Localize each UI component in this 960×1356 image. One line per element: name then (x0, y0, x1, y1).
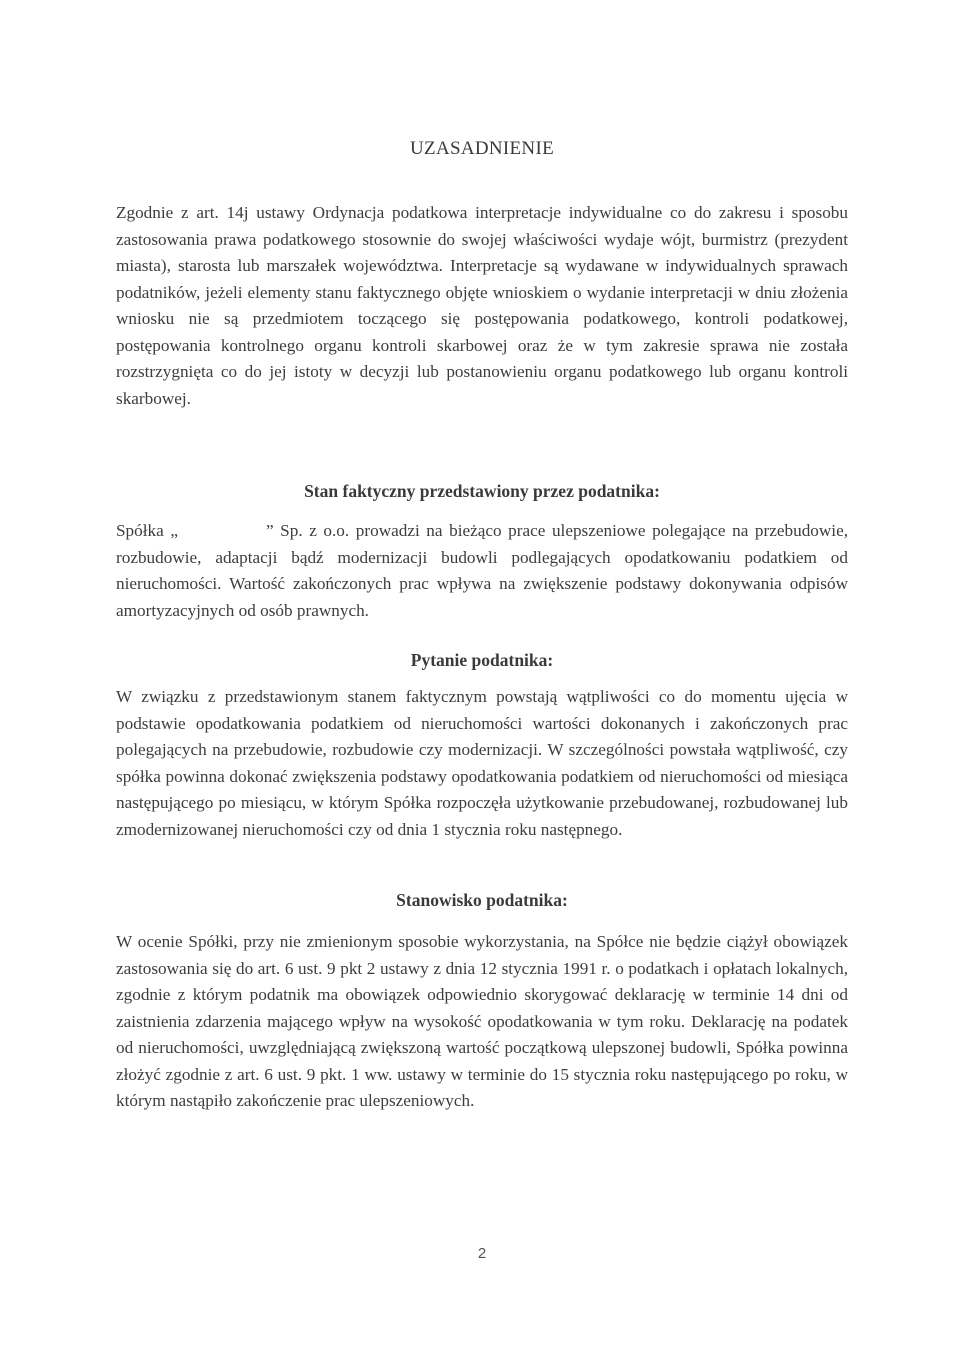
company-name-prefix: Spółka „ (116, 521, 178, 540)
question-paragraph: W związku z przedstawionym stanem faktycznym powstają wątpliwości co do momentu ujęcia w podstawie opodatkowania podatkiem od nieruchomości wartości dokonanych i zakończonych prac polegających na przebudowie, rozbudowie czy modernizacji. W szczególności powstała wątpliwość, czy spółka powinna dokonać zwiększenia podstawy opodatkowania podatkiem od nieruchomości od miesiąca następującego po miesiącu, w którym Spółka rozpoczęła użytkowanie przebudowanej, rozbudowanej lub zmodernizowanej nieruchomości czy od dnia 1 stycznia roku następnego. (116, 687, 848, 839)
facts-paragraph (116, 518, 848, 624)
question-heading: Pytanie podatnika: (410, 650, 554, 670)
facts-heading: Stan faktyczny przedstawiony przez podatnika: (304, 481, 660, 501)
position-heading: Stanowisko podatnika: (396, 890, 568, 910)
position-paragraph: W ocenie Spółki, przy nie zmienionym sposobie wykorzystania, na Spółce nie będzie ciążył obowiązek zastosowania się do art. 6 ust. 9 pkt 2 ustawy z dnia 12 stycznia 1991 r. o podatkach i opłatach lokalnych, zgodnie z którym podatnik ma obowiązek odpowiednio skorygować deklarację w terminie 14 dni od zaistnienia zdarzenia mającego wpływ na wysokość opodatkowania w tym roku. Deklarację na podatek od nieruchomości, uwzględniającą zwiększoną wartość początkową ulepszonej budowli, Spółka powinna złożyć zgodnie z art. 6 ust. 9 pkt. 1 ww. ustawy w terminie do 15 stycznia roku następującego po roku, w którym nastąpiło zakończenie prac ulepszeniowych. (116, 932, 848, 1110)
facts-text: ” Sp. z o.o. prowadzi na bieżąco prace ulepszeniowe polegające na przebudowie, rozbudowie, adaptacji bądź modernizacji budowli podlegających opodatkowaniu podatkiem od nieruchomości. Wartość zakończonych prac wpływa na zwiększenie podstawy dokonywania odpisów amortyzacyjnych od osób prawnych. (116, 521, 848, 620)
page-number: 2 (477, 1245, 487, 1262)
document-title: UZASADNIENIE (410, 138, 554, 159)
document-page (116, 0, 848, 1356)
intro-paragraph: Zgodnie z art. 14j ustawy Ordynacja podatkowa interpretacje indywidualne co do zakresu i sposobu zastosowania prawa podatkowego stosownie do swojej właściwości wydaje wójt, burmistrz (prezydent miasta), starosta lub marszałek województwa. Interpretacje są wydawane w indywidualnych sprawach podatników, jeżeli elementy stanu faktycznego objęte wnioskiem o wydanie interpretacji w dniu złożenia wniosku nie są przedmiotem toczącego się postępowania podatkowego, kontroli podatkowej, postępowania kontrolnego organu kontroli skarbowej oraz że w tym zakresie sprawa nie została rozstrzygnięta co do jej istoty w decyzji lub postanowieniu organu podatkowego lub organu kontroli skarbowej. (116, 203, 848, 408)
